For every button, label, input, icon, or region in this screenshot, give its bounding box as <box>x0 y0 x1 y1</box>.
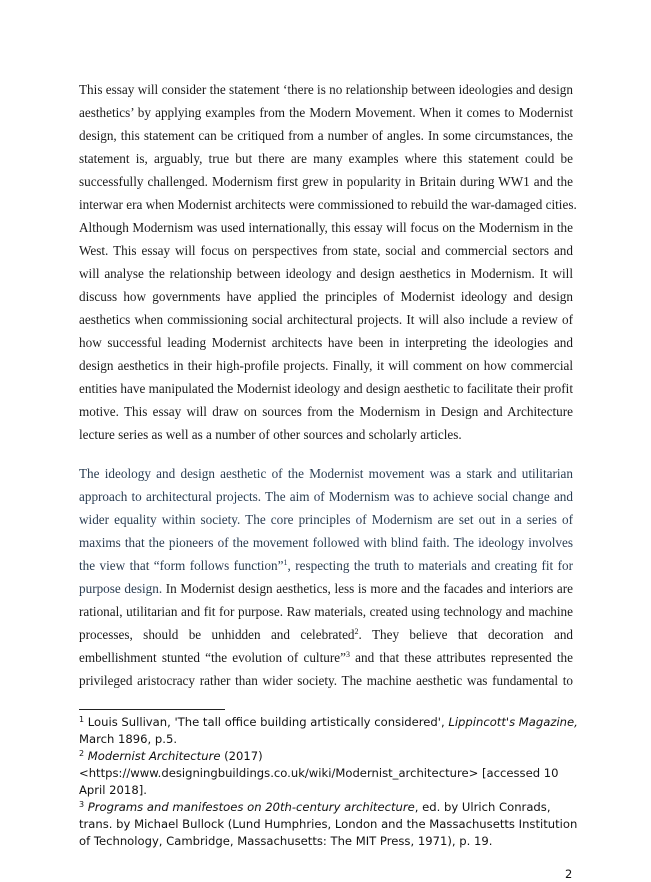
paragraph-line: aesthetics’ by applying examples from the Modern Movement. When it comes to Modernist <box>79 105 573 120</box>
paragraph-line: Although Modernism was used internationally, this essay will focus on the Modernism in the <box>79 220 573 235</box>
footnote-text: Louis Sullivan, 'The tall office building artistically considered', <box>84 715 449 729</box>
page-number: 2 <box>565 867 573 881</box>
footnote-divider <box>79 709 225 710</box>
paragraph-line <box>79 577 573 600</box>
text-run: the view that “form follows function” <box>79 558 284 573</box>
paragraph-line: interwar era when Modernist architects were commissioned to rebuild the war-damaged cities. <box>79 197 577 212</box>
footnote-2 <box>79 748 579 799</box>
paragraph-line <box>79 623 573 646</box>
footnote-ref-2[interactable]: 2 <box>354 627 359 636</box>
paragraph-line: privileged aristocracy rather than wider society. The machine aesthetic was fundamental to <box>79 673 573 688</box>
text-run: purpose design. <box>79 581 163 596</box>
paragraph-line: design aesthetics in their high-profile projects. Finally, it will comment on how commercial <box>79 358 573 373</box>
paragraph-line: lecture series as well as a number of other sources and scholarly articles. <box>79 427 462 442</box>
paragraph-line: wider equality within society. The core principles of Modernism are set out in a series of <box>79 512 573 527</box>
text-run: . They believe that decoration and <box>358 627 574 642</box>
paragraph-line: how successful leading Modernist architects have been in interpreting the ideologies and <box>79 335 573 350</box>
paragraph-line: rational, utilitarian and fit for purpose. Raw materials, created using technology and machine <box>79 604 573 619</box>
paragraph-line: This essay will consider the statement ‘there is no relationship between ideologies and design <box>79 82 573 97</box>
text-run: processes, should be unhidden and celebrated <box>79 627 355 642</box>
paragraph-line <box>79 646 573 669</box>
footnote-number: 2 <box>79 749 85 758</box>
footnote-text: March 1896, p.5. <box>79 732 178 746</box>
text-run: , respecting the truth to materials and creating fit for <box>287 558 574 573</box>
paragraph-line: maxims that the pioneers of the movement followed with blind faith. The ideology involves <box>79 535 573 550</box>
paragraph-line: The ideology and design aesthetic of the Modernist movement was a stark and utilitarian <box>79 466 573 481</box>
paragraph-line: approach to architectural projects. The aim of Modernism was to achieve social change and <box>79 489 573 504</box>
footnote-ref-3[interactable]: 3 <box>345 650 350 659</box>
paragraph-modernist-ideology <box>79 462 573 692</box>
paragraph-line: entities have manipulated the Modernist ideology and design aesthetic to facilitate their profit <box>79 381 573 396</box>
paragraph-line <box>79 554 573 577</box>
footnote-title: Programs and manifestoes on 20th-century architecture <box>87 800 415 814</box>
paragraph-introduction <box>79 78 577 446</box>
paragraph-line: aesthetics when commissioning social architectural projects. It will also include a review of <box>79 312 573 327</box>
footnote-title: Modernist Architecture <box>87 749 221 763</box>
text-run: and that these attributes represented the <box>349 650 573 665</box>
paragraph-line: West. This essay will focus on perspectives from state, social and commercial sectors and <box>79 243 573 258</box>
footnote-text: (2017) <box>220 749 263 763</box>
footnote-3 <box>79 799 579 850</box>
footnote-text: , ed. by Ulrich Conrads, trans. by Michael Bullock (Lund Humphries, London and the Massachusetts Institution of Technology, Cambridge, Massachusetts: The MIT Press, 1971), p. 19. <box>79 800 578 848</box>
paragraph-line: discuss how governments have applied the principles of Modernist ideology and design <box>79 289 573 304</box>
footnote-number: 3 <box>79 800 85 809</box>
text-run: embellishment stunted “the evolution of culture” <box>79 650 346 665</box>
footnote-link[interactable]: <https://www.designingbuildings.co.uk/wiki/Modernist_architecture> [accessed 10 April 2018]. <box>79 766 559 797</box>
footnotes <box>79 714 579 850</box>
footnote-number: 1 <box>79 715 85 724</box>
paragraph-line: will analyse the relationship between ideology and design aesthetics in Modernism. It will <box>79 266 573 281</box>
paragraph-line: statement is, arguably, true but there are many examples where this statement could be <box>79 151 573 166</box>
footnote-title: Lippincott's Magazine, <box>448 715 578 729</box>
paragraph-line: successfully challenged. Modernism first grew in popularity in Britain during WW1 and the <box>79 174 573 189</box>
paragraph-line: design, this statement can be critiqued from a number of angles. In some circumstances, the <box>79 128 573 143</box>
footnote-ref-1[interactable]: 1 <box>283 558 288 567</box>
footnote-1 <box>79 714 579 748</box>
paragraph-line: motive. This essay will draw on sources from the Modernism in Design and Architecture <box>79 404 573 419</box>
text-run: In Modernist design aesthetics, less is more and the facades and interiors are <box>162 581 573 596</box>
